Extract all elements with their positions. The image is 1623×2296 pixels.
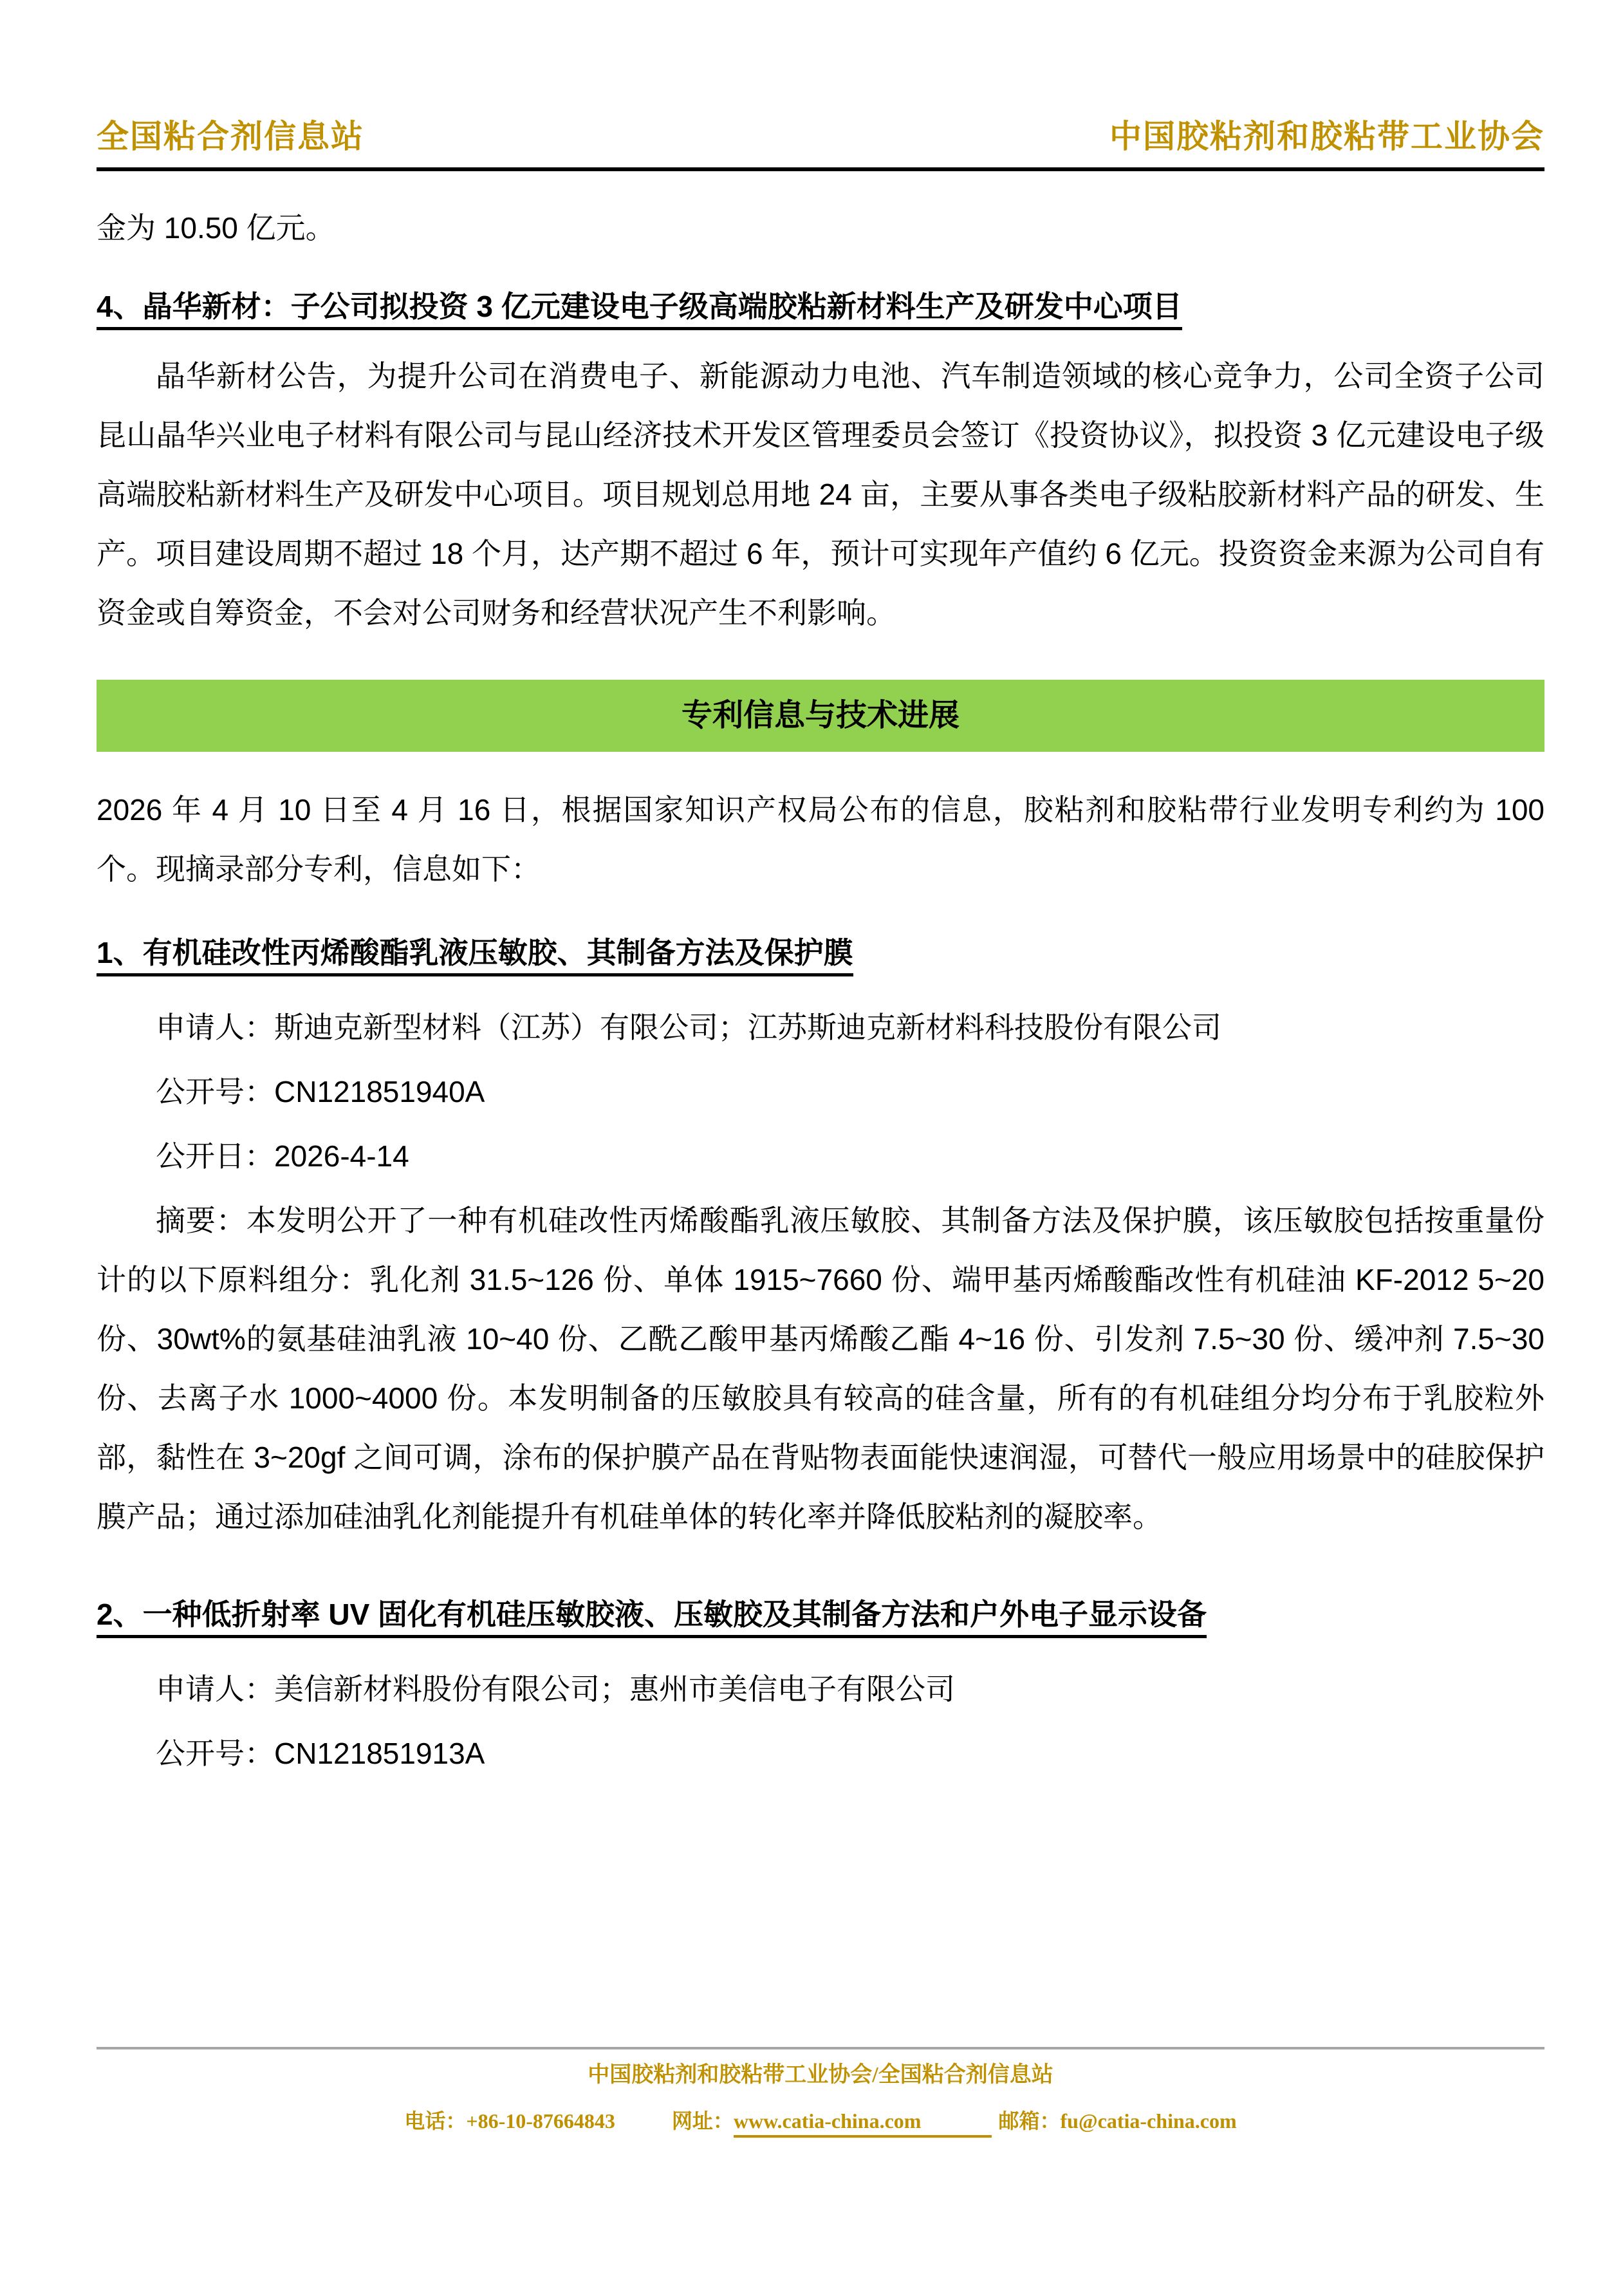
footer-org-line: 中国胶粘剂和胶粘带工业协会/全国粘合剂信息站: [588, 2063, 1053, 2087]
footer-email: 邮箱：fu@catia-china.com: [998, 2109, 1237, 2133]
paragraph-continuation: 金为 10.50 亿元。: [97, 211, 335, 245]
footer-web-link[interactable]: www.catia-china.com: [734, 2109, 992, 2138]
patent-1-publication-number: 公开号：CN121851940A: [156, 1075, 485, 1108]
patent-2-applicant: 申请人：美信新材料股份有限公司；惠州市美信电子有限公司: [156, 1672, 955, 1706]
footer-web-label: 网址：: [671, 2109, 734, 2133]
footer-phone: 电话：+86-10-87664843: [404, 2109, 615, 2133]
patent-1-applicant: 申请人：斯迪克新型材料（江苏）有限公司；江苏斯迪克新材料科技股份有限公司: [156, 1011, 1221, 1044]
patent-2-publication-number: 公开号：CN121851913A: [156, 1737, 485, 1770]
footer-contact-line: [97, 2107, 1544, 2134]
page-header: [97, 0, 1544, 171]
news-item-4-heading: [97, 277, 1544, 336]
site-title-left: 全国粘合剂信息站: [97, 118, 364, 154]
patent-week-intro: 2026 年 4 月 10 日至 4 月 16 日，根据国家知识产权局公布的信息，胶粘剂和胶粘带行业发明专利约为 100 个。现摘录部分专利，信息如下：: [97, 793, 1544, 886]
patent-2-heading: [97, 1585, 1544, 1644]
news-item-4-body: 晶华新材公告，为提升公司在消费电子、新能源动力电池、汽车制造领域的核心竞争力，公司全资子公司昆山晶华兴业电子材料有限公司与昆山经济技术开发区管理委员会签订《投资协议》，拟投资 3 亿元建设电子级高端胶粘新材料生产及研发中心项目。项目规划总用地 24 亩，主要从事各类电子级粘胶新材料产品的研发、生产。项目建设周期不超过 18 个月，达产期不超过 6 年，预计可实现年产值约 6 亿元。投资资金来源为公司自有资金或自筹资金，不会对公司财务和经营状况产生不利影响。: [97, 359, 1544, 630]
page-footer: [97, 2047, 1544, 2134]
patent-2-heading-text: 2、一种低折射率 UV 固化有机硅压敏胶液、压敏胶及其制备方法和户外电子显示设备: [97, 1598, 1207, 1638]
page-content: [97, 0, 1544, 1783]
patent-1-heading: [97, 923, 1544, 982]
patent-1-abstract: 摘要：本发明公开了一种有机硅改性丙烯酸酯乳液压敏胶、其制备方法及保护膜，该压敏胶包括按重量份计的以下原料组分：乳化剂 31.5~126 份、单体 1915~7660 份、端甲基丙烯酸酯改性有机硅油 KF-2012 5~20 份、30wt%的氨基硅油乳液 10~40 份、乙酰乙酸甲基丙烯酸乙酯 4~16 份、引发剂 7.5~30 份、缓冲剂 7.5~30 份、去离子水 1000~4000 份。本发明制备的压敏胶具有较高的硅含量，所有的有机硅组分均分布于乳胶粒外部，黏性在 3~20gf 之间可调，涂布的保护膜产品在背贴物表面能快速润湿，可替代一般应用场景中的硅胶保护膜产品；通过添加硅油乳化剂能提升有机硅单体的转化率并降低胶粘剂的凝胶率。: [97, 1204, 1544, 1533]
news-item-4-heading-text: 4、晶华新材：子公司拟投资 3 亿元建设电子级高端胶粘新材料生产及研发中心项目: [97, 290, 1182, 330]
patent-1-heading-text: 1、有机硅改性丙烯酸酯乳液压敏胶、其制备方法及保护膜: [97, 936, 853, 976]
association-title-right: 中国胶粘剂和胶粘带工业协会: [1109, 118, 1544, 154]
section-banner-patents: 专利信息与技术进展: [97, 680, 1544, 752]
patent-1-publication-date: 公开日：2026-4-14: [156, 1139, 409, 1173]
